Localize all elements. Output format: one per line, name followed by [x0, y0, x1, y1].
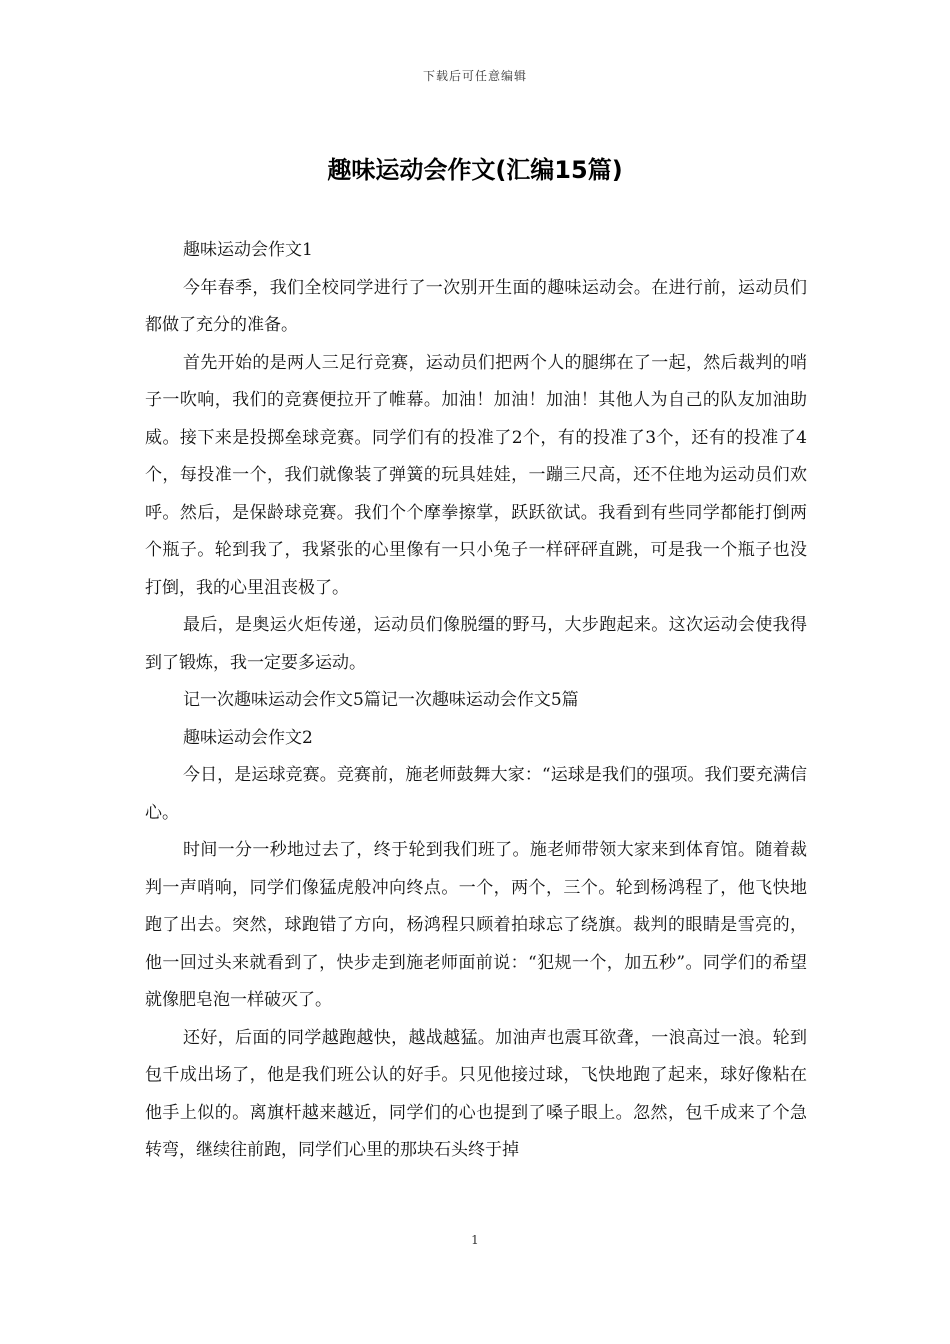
section-heading-2: 趣味运动会作文2 [183, 727, 313, 748]
paragraph: 还好，后面的同学越跑越快，越战越猛。加油声也震耳欲聋，一浪高过一浪。轮到包千成出场了，他是我们班公认的好手。只见他接过球，飞快地跑了起来，球好像粘在他手上似的。离旗杆越来越近，同学们的心也提到了嗓子眼上。忽然，包千成来了个急转弯，继续往前跑，同学们心里的那块石头终于掉 [145, 1027, 807, 1160]
paragraph: 今年春季，我们全校同学进行了一次别开生面的趣味运动会。在进行前，运动员们都做了充分的准备。 [145, 277, 807, 335]
paragraph: 时间一分一秒地过去了，终于轮到我们班了。施老师带领大家来到体育馆。随着裁判一声哨响，同学们像猛虎般冲向终点。一个，两个，三个。轮到杨鸿程了，他飞快地跑了出去。突然，球跑错了方向，杨鸿程只顾着拍球忘了绕旗。裁判的眼睛是雪亮的，他一回过头来就看到了，快步走到施老师面前说：“犯规一个，加五秒”。同学们的希望就像肥皂泡一样破灭了。 [145, 840, 807, 1010]
paragraph: 今日，是运球竞赛。竞赛前，施老师鼓舞大家：“运球是我们的强项。我们要充满信心。 [145, 765, 807, 823]
document-title: 趣味运动会作文(汇编15篇) [327, 156, 623, 184]
section-heading-1: 趣味运动会作文1 [183, 240, 313, 260]
page-header: 下载后可任意编辑 [422, 69, 527, 83]
paragraph: 记一次趣味运动会作文5篇记一次趣味运动会作文5篇 [183, 690, 579, 710]
paragraph: 最后，是奥运火炬传递，运动员们像脱缰的野马，大步跑起来。这次运动会使我得到了锻炼，我一定要多运动。 [145, 615, 807, 673]
page-number: 1 [471, 1233, 479, 1247]
document-body [145, 232, 807, 1170]
paragraph: 首先开始的是两人三足行竞赛，运动员们把两个人的腿绑在了一起，然后裁判的哨子一吹响，我们的竞赛便拉开了帷幕。加油！加油！加油！其他人为自己的队友加油助威。接下来是投掷垒球竞赛。同学们有的投准了2个，有的投准了3个，还有的投准了4个，每投准一个，我们就像装了弹簧的玩具娃娃，一蹦三尺高，还不住地为运动员们欢呼。然后，是保龄球竞赛。我们个个摩拳擦掌，跃跃欲试。我看到有些同学都能打倒两个瓶子。轮到我了，我紧张的心里像有一只小兔子一样砰砰直跳，可是我一个瓶子也没打倒，我的心里沮丧极了。 [145, 352, 807, 598]
